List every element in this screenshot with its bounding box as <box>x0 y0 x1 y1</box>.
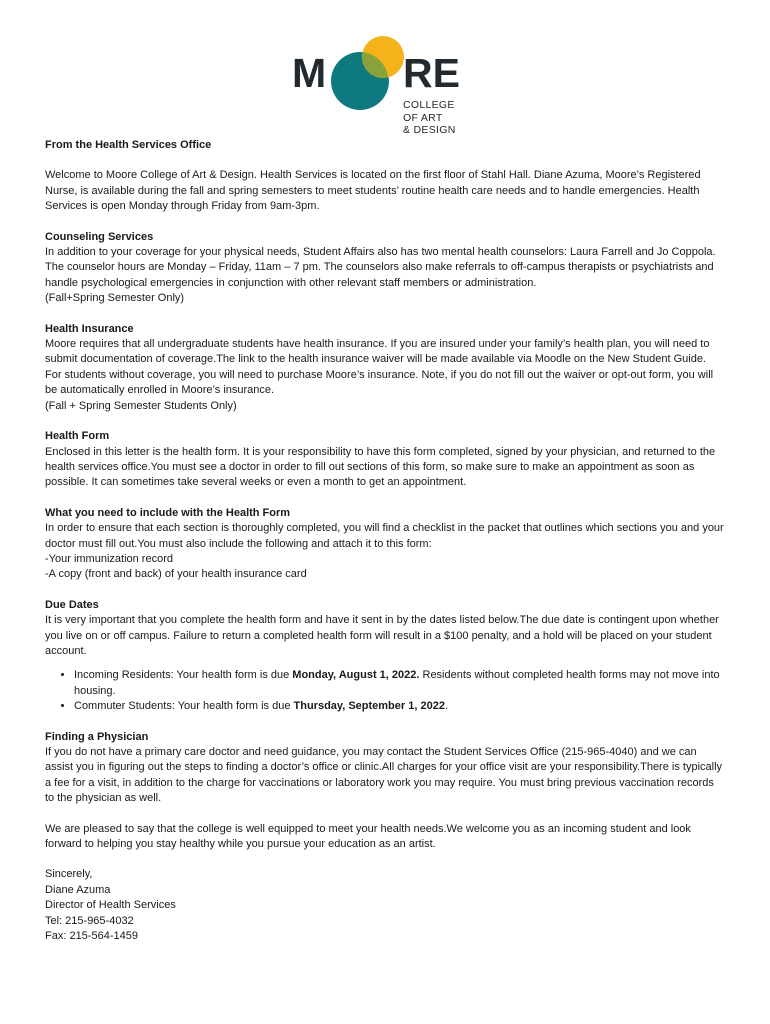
logo-letters-re: RE <box>403 50 460 96</box>
moore-logo <box>292 33 472 136</box>
logo-subtitle <box>403 99 456 137</box>
include-item-insurance-card: -A copy (front and back) of your health insurance card <box>45 568 307 581</box>
insurance-section <box>45 322 725 414</box>
closing-block <box>45 822 725 853</box>
counseling-note: (Fall+Spring Semester Only) <box>45 292 185 305</box>
due-date-residents <box>74 668 725 699</box>
signature-name: Diane Azuma <box>45 883 111 896</box>
logo-letter-m: M <box>292 50 327 96</box>
closing-paragraph: We are pleased to say that the college is well equipped to meet your health needs.We welcome you as an incoming student and look forward to helping you stay healthy while you pursue your education as an artist. <box>45 822 691 851</box>
signature-salutation: Sincerely, <box>45 868 93 881</box>
due-dates-paragraph: It is very important that you complete the health form and have it sent in by the dates listed below.The due date is contingent upon whether you live on or off campus. Failure to return a completed health form will result in a $100 penalty, and a hold will be placed on your student account. <box>45 614 719 657</box>
signature-block <box>45 867 725 944</box>
physician-paragraph: If you do not have a primary care doctor and need guidance, you may contact the Student Services Office (215-965-4040) and we can assist you in figuring out the steps to finding a doctor’s office or clinic.All charges for your office visit are your responsibility.There is typically a fee for a visit, in addition to the charge for vaccinations or laboratory work you may require. You must bring previous vaccination records to the physician as well. <box>45 746 723 805</box>
residents-suffix: Residents without completed health forms may not move into housing. <box>74 669 720 697</box>
counseling-section <box>45 230 725 307</box>
health-form-paragraph: Enclosed in this letter is the health form. It is your responsibility to have this form completed, signed by your physician, and returned to the health services office.You must see a doctor in order to fill out sections of this form, so make sure to make an appointment as soon as possible. It can sometimes take several weeks or even a month to get an appointment. <box>45 445 716 489</box>
signature-tel: Tel: 215-965-4032 <box>45 914 134 927</box>
include-section <box>45 506 725 583</box>
insurance-paragraph: Moore requires that all undergraduate students have health insurance. If you are insured under your family’s health plan, you will need to submit documentation of coverage.The link to the health insurance waiver will be made available via Moodle on the New Student Guide. For students without coverage, you will need to purchase Moore’s insurance. Note, if you do not fill out the waiver or opt-out form, you will be automatically enrolled in Moore’s insurance. <box>45 338 714 397</box>
counseling-paragraph: In addition to your coverage for your physical needs, Student Affairs also has two mental health counselors: Laura Farrell and Jo Coppola. The counselor hours are Monday – Friday, 11am – 7 pm. The counselors also make referrals to off-campus therapists or psychiatrists and handle psychological emergencies in conjunction with other relevant staff members or administration. <box>45 246 716 289</box>
physician-heading: Finding a Physician <box>45 730 149 743</box>
signature-fax: Fax: 215-564-1459 <box>45 930 138 943</box>
commuters-suffix: . <box>444 700 448 713</box>
commuters-date: Thursday, September 1, 2022 <box>293 700 445 713</box>
welcome-paragraph: Welcome to Moore College of Art & Design. Health Services is located on the first floor of Stahl Hall. Diane Azuma, Moore’s Registered Nurse, is available during the fall and spring semesters to meet students’ routine health care needs and to handle emergencies. Health Services is open Monday through Friday from 9am-3pm. <box>45 169 701 213</box>
insurance-note: (Fall + Spring Semester Students Only) <box>45 399 237 412</box>
signature-role: Director of Health Services <box>45 899 176 912</box>
due-dates-section <box>45 598 725 660</box>
logo-sub-line-2: OF ART <box>403 111 443 124</box>
due-dates-heading: Due Dates <box>45 598 99 611</box>
residents-prefix: Incoming Residents: Your health form is due <box>74 669 293 682</box>
residents-date: Monday, August 1, 2022. <box>292 669 420 682</box>
health-form-section <box>45 429 725 491</box>
due-dates-list <box>45 668 725 714</box>
letter-header-block <box>45 138 725 153</box>
due-date-commuters <box>74 699 725 714</box>
health-form-heading: Health Form <box>45 430 110 443</box>
include-heading: What you need to include with the Health Form <box>45 506 291 519</box>
physician-section <box>45 730 725 807</box>
include-paragraph: In order to ensure that each section is thoroughly completed, you will find a checklist in the packet that outlines which sections you and your doctor must fill out.You must also include the following and attach it to this form: <box>45 522 724 550</box>
include-item-immunization: -Your immunization record <box>45 552 173 565</box>
letter-header: From the Health Services Office <box>45 139 212 151</box>
commuters-prefix: Commuter Students: Your health form is due <box>74 700 294 713</box>
logo-sub-line-3: & DESIGN <box>403 124 456 136</box>
counseling-heading: Counseling Services <box>45 230 154 243</box>
logo-sub-line-1: COLLEGE <box>403 99 455 111</box>
welcome-block <box>45 168 725 214</box>
letter-body <box>45 138 725 959</box>
insurance-heading: Health Insurance <box>45 322 134 335</box>
